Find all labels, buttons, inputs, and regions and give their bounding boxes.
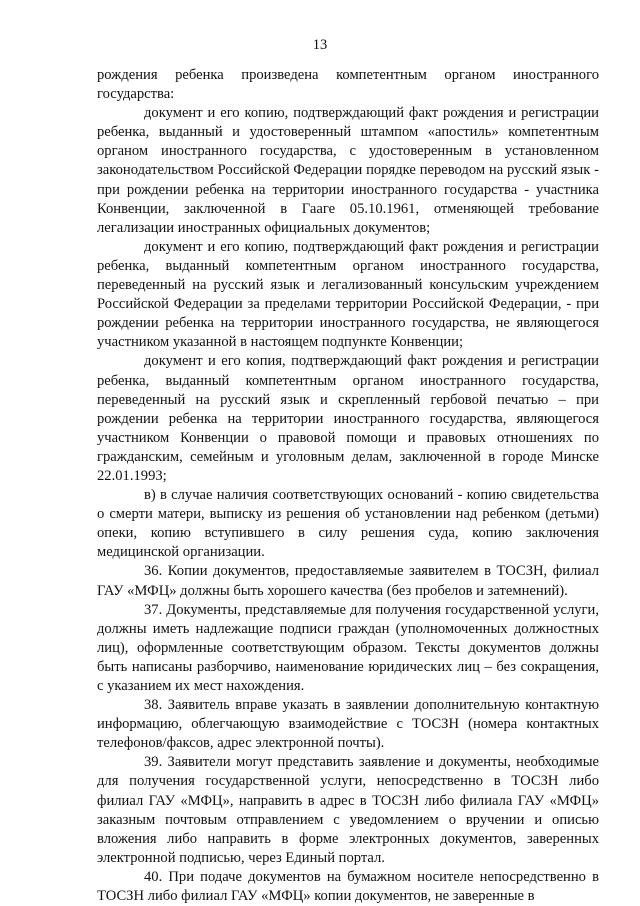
- paragraph-40: 40. При подаче документов на бумажном носителе непосредственно в ТОСЗН либо филиал ГАУ «МФЦ» копии документов, не заверенные в: [97, 868, 599, 905]
- paragraph-39: 39. Заявители могут представить заявление и документы, необходимые для получения государственной услуги, непосредственно в ТОСЗН либо филиал ГАУ «МФЦ», направить в адрес в ТОСЗН либо филиала ГАУ «МФЦ» заказным почтовым отправлением с уведомлением о вручении и описью вложения либо направить в форме электронных документов, заверенных электронной подписью, через Единый портал.: [97, 754, 599, 866]
- paragraph-continuation: рождения ребенка произведена компетентным органом иностранного государства:: [97, 67, 599, 103]
- paragraph-38: 38. Заявитель вправе указать в заявлении дополнительную контактную информацию, облегчающую взаимодействие с ТОСЗН (номера контактных телефонов/факсов, адрес электронной почты).: [97, 697, 599, 752]
- document-body: [97, 66, 599, 906]
- page-number: 13: [312, 37, 328, 53]
- paragraph-subitem-v: в) в случае наличия соответствующих оснований - копию свидетельства о смерти матери, выписку из решения об установлении над ребенком (детьми) опеки, копию вступившего в силу решения суда, копию заключения медицинской организации.: [97, 487, 599, 561]
- paragraph-legalized-document: документ и его копию, подтверждающий факт рождения и регистрации ребенка, выданный компетентным органом иностранного государства, переведенный на русский язык и легализованный консульским учреждением Российской Федерации за пределами территории Российской Федерации, - при рождении ребенка на территории иностранного государства, не являющегося участником указанной в настоящем подпункте Конвенции;: [97, 238, 599, 351]
- paragraph-minsk-convention-document: документ и его копия, подтверждающий факт рождения и регистрации ребенка, выданный компетентным органом иностранного государства, переведенный на русский язык и скрепленный гербовой печатью – при рождении ребенка на территории иностранного государства, являющегося участником Конвенции о правовой помощи и правовых отношениях по гражданским, семейным и уголовным делам, заключенной в городе Минске 22.01.1993;: [97, 353, 599, 484]
- paragraph-37: 37. Документы, представляемые для получения государственной услуги, должны иметь надлежащие подписи граждан (уполномоченных должностных лиц), оформленные соответствующим образом. Тексты документов должны быть написаны разборчиво, наименование юридических лиц – без сокращения, с указанием их мест нахождения.: [97, 601, 599, 694]
- paragraph-apostille-document: документ и его копию, подтверждающий факт рождения и регистрации ребенка, выданный и удостоверенный штампом «апостиль» компетентным органом иностранного государства, с удостоверенным в установленном законодательством Российской Федерации порядке переводом на русский язык - при рождении ребенка на территории иностранного государства - участника Конвенции, заключенной в Гааге 05.10.1961, отменяющей требование легализации иностранных официальных документов;: [97, 105, 599, 236]
- paragraph-36: 36. Копии документов, предоставляемые заявителем в ТОСЗН, филиал ГАУ «МФЦ» должны быть хорошего качества (без пробелов и затемнений).: [97, 563, 599, 599]
